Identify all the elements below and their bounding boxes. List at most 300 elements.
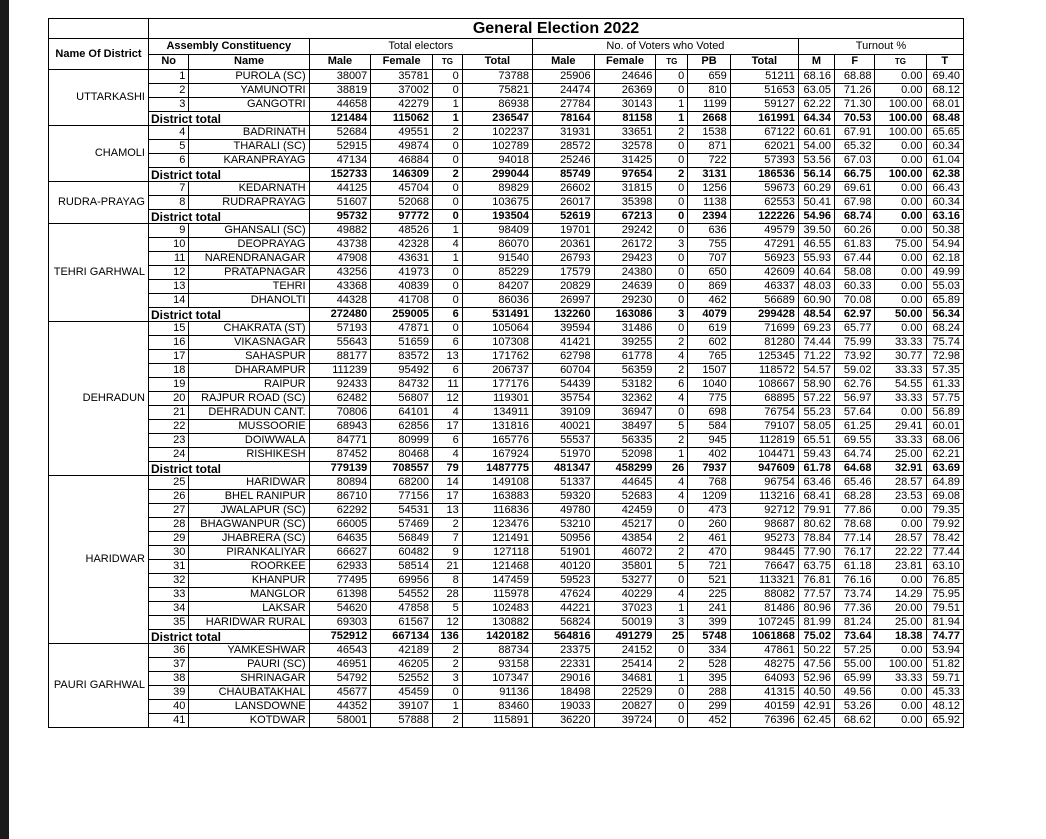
data-cell: 78.68: [835, 518, 875, 532]
data-cell: 84732: [371, 378, 433, 392]
data-cell: 57193: [309, 322, 371, 336]
data-cell: 19701: [532, 224, 594, 238]
data-cell: 81486: [730, 602, 798, 616]
left-dark-edge: [0, 0, 9, 839]
district-name: CHAMOLI: [49, 126, 149, 182]
data-cell: 49882: [309, 224, 371, 238]
data-cell: 22529: [594, 686, 656, 700]
data-cell: 59.02: [835, 364, 875, 378]
data-cell: 44645: [594, 476, 656, 490]
data-cell: 80.62: [798, 518, 834, 532]
data-cell: 43256: [309, 266, 371, 280]
constituency-no: 4: [148, 126, 188, 140]
voter-col-header: PB: [688, 54, 731, 70]
data-cell: 76396: [730, 714, 798, 728]
data-cell: 66.43: [926, 182, 963, 196]
data-cell: 0.00: [875, 196, 926, 210]
data-cell: 67.44: [835, 252, 875, 266]
data-cell: 1: [432, 98, 462, 112]
data-cell: 57.35: [926, 364, 963, 378]
data-cell: 54.00: [798, 140, 834, 154]
data-cell: 1: [656, 448, 688, 462]
data-cell: 26602: [532, 182, 594, 196]
data-cell: 225: [688, 588, 731, 602]
data-cell: 64101: [371, 406, 433, 420]
data-cell: 0.00: [875, 294, 926, 308]
total-cell: 1: [656, 112, 688, 126]
total-cell: 63.69: [926, 462, 963, 476]
data-cell: 64635: [309, 532, 371, 546]
data-cell: 80.96: [798, 602, 834, 616]
data-cell: 402: [688, 448, 731, 462]
data-cell: 28.57: [875, 532, 926, 546]
data-cell: 73.92: [835, 350, 875, 364]
data-cell: 32362: [594, 392, 656, 406]
data-cell: 102789: [462, 140, 532, 154]
data-cell: 23375: [532, 644, 594, 658]
data-cell: 98409: [462, 224, 532, 238]
total-cell: 5748: [688, 630, 731, 644]
constituency-no: 24: [148, 448, 188, 462]
constituency-row: [49, 560, 964, 574]
data-cell: 12: [432, 616, 462, 630]
data-cell: 4: [656, 350, 688, 364]
data-cell: 62.22: [798, 98, 834, 112]
district-name: PAURI GARHWAL: [49, 644, 149, 728]
constituency-no: 5: [148, 140, 188, 154]
data-cell: 44221: [532, 602, 594, 616]
total-cell: 50.00: [875, 308, 926, 322]
district-total-row: [49, 462, 964, 476]
constituency-name: KARANPRAYAG: [189, 154, 309, 168]
data-cell: 79.51: [926, 602, 963, 616]
data-cell: 56923: [730, 252, 798, 266]
data-cell: 68.01: [926, 98, 963, 112]
constituency-name: RUDRAPRAYAG: [189, 196, 309, 210]
constituency-no: 28: [148, 518, 188, 532]
total-cell: 6: [432, 308, 462, 322]
data-cell: 77.57: [798, 588, 834, 602]
data-cell: 31815: [594, 182, 656, 196]
total-cell: 2394: [688, 210, 731, 224]
total-cell: 100.00: [875, 112, 926, 126]
data-cell: 20827: [594, 700, 656, 714]
total-cell: 97772: [371, 210, 433, 224]
data-cell: 47861: [730, 644, 798, 658]
constituency-name: JHABRERA (SC): [189, 532, 309, 546]
constituency-row: [49, 266, 964, 280]
data-cell: 52552: [371, 672, 433, 686]
constituency-name: DEHRADUN CANT.: [189, 406, 309, 420]
district-total-row: [49, 210, 964, 224]
data-cell: 163883: [462, 490, 532, 504]
constituency-no: 36: [148, 644, 188, 658]
data-cell: 4: [432, 406, 462, 420]
data-cell: 61398: [309, 588, 371, 602]
data-cell: 49551: [371, 126, 433, 140]
district-name: UTTARKASHI: [49, 70, 149, 126]
constituency-row: [49, 546, 964, 560]
data-cell: 68.28: [835, 490, 875, 504]
data-cell: 722: [688, 154, 731, 168]
data-cell: 56359: [594, 364, 656, 378]
data-cell: 30143: [594, 98, 656, 112]
data-cell: 0.00: [875, 154, 926, 168]
data-cell: 92712: [730, 504, 798, 518]
constituency-row: [49, 672, 964, 686]
data-cell: 54531: [371, 504, 433, 518]
data-cell: 35398: [594, 196, 656, 210]
constituency-name: DHARAMPUR: [189, 364, 309, 378]
election-table: [48, 18, 964, 728]
data-cell: 0: [656, 322, 688, 336]
data-cell: 57.64: [835, 406, 875, 420]
data-cell: 0.00: [875, 644, 926, 658]
data-cell: 53.26: [835, 700, 875, 714]
data-cell: 0.00: [875, 714, 926, 728]
constituency-name: CHAKRATA (ST): [189, 322, 309, 336]
data-cell: 47624: [532, 588, 594, 602]
data-cell: 0: [656, 714, 688, 728]
data-cell: 31931: [532, 126, 594, 140]
data-cell: 48.12: [926, 700, 963, 714]
data-cell: 1: [432, 700, 462, 714]
data-cell: 3: [432, 672, 462, 686]
constituency-row: [49, 378, 964, 392]
constituency-name: RISHIKESH: [189, 448, 309, 462]
constituency-name: VIKASNAGAR: [189, 336, 309, 350]
data-cell: 2: [656, 126, 688, 140]
constituency-name: PUROLA (SC): [189, 70, 309, 84]
data-cell: 52915: [309, 140, 371, 154]
data-cell: 241: [688, 602, 731, 616]
constituency-no: 18: [148, 364, 188, 378]
data-cell: 83460: [462, 700, 532, 714]
data-cell: 46337: [730, 280, 798, 294]
constituency-row: [49, 322, 964, 336]
data-cell: 0.00: [875, 686, 926, 700]
data-cell: 0: [432, 322, 462, 336]
constituency-no: 35: [148, 616, 188, 630]
constituency-name: HARIDWAR RURAL: [189, 616, 309, 630]
constituency-row: [49, 294, 964, 308]
data-cell: 39109: [532, 406, 594, 420]
data-cell: 24474: [532, 84, 594, 98]
data-cell: 65.77: [835, 322, 875, 336]
data-cell: 51337: [532, 476, 594, 490]
data-cell: 461: [688, 532, 731, 546]
data-cell: 260: [688, 518, 731, 532]
data-cell: 33651: [594, 126, 656, 140]
data-cell: 60482: [371, 546, 433, 560]
data-cell: 47134: [309, 154, 371, 168]
total-cell: 531491: [462, 308, 532, 322]
constituency-row: [49, 504, 964, 518]
data-cell: 59.71: [926, 672, 963, 686]
data-cell: 50.38: [926, 224, 963, 238]
data-cell: 60.90: [798, 294, 834, 308]
total-cell: 121484: [309, 112, 371, 126]
data-cell: 31425: [594, 154, 656, 168]
data-cell: 20361: [532, 238, 594, 252]
data-cell: 470: [688, 546, 731, 560]
data-cell: 100.00: [875, 126, 926, 140]
constituency-name: KOTDWAR: [189, 714, 309, 728]
constituency-row: [49, 420, 964, 434]
data-cell: 79.91: [798, 504, 834, 518]
constituency-name: ROORKEE: [189, 560, 309, 574]
data-cell: 107308: [462, 336, 532, 350]
constituency-no: 2: [148, 84, 188, 98]
data-cell: 945: [688, 434, 731, 448]
data-cell: 0.00: [875, 266, 926, 280]
data-cell: 116836: [462, 504, 532, 518]
total-cell: 26: [656, 462, 688, 476]
data-cell: 42189: [371, 644, 433, 658]
data-cell: 52683: [594, 490, 656, 504]
constituency-row: [49, 350, 964, 364]
data-cell: 51901: [532, 546, 594, 560]
constituency-no: 40: [148, 700, 188, 714]
data-cell: 59320: [532, 490, 594, 504]
data-cell: 60.34: [926, 140, 963, 154]
data-cell: 62.21: [926, 448, 963, 462]
data-cell: 62.18: [926, 252, 963, 266]
electors-header: Total electors: [309, 39, 532, 55]
data-cell: 50.41: [798, 196, 834, 210]
constituency-no: 30: [148, 546, 188, 560]
data-cell: 44658: [309, 98, 371, 112]
data-cell: 46205: [371, 658, 433, 672]
data-cell: 70806: [309, 406, 371, 420]
total-cell: 152733: [309, 168, 371, 182]
data-cell: 95273: [730, 532, 798, 546]
constituency-row: [49, 280, 964, 294]
data-cell: 25906: [532, 70, 594, 84]
data-cell: 42.91: [798, 700, 834, 714]
data-cell: 73.74: [835, 588, 875, 602]
data-cell: 4: [656, 476, 688, 490]
total-cell: 136: [432, 630, 462, 644]
data-cell: 26369: [594, 84, 656, 98]
data-cell: 71.30: [835, 98, 875, 112]
voter-col-header: Male: [532, 54, 594, 70]
constituency-name: PIRANKALIYAR: [189, 546, 309, 560]
data-cell: 43738: [309, 238, 371, 252]
constituency-no: 34: [148, 602, 188, 616]
data-cell: 60.01: [926, 420, 963, 434]
data-cell: 62482: [309, 392, 371, 406]
data-cell: 5: [656, 560, 688, 574]
data-cell: 60.33: [835, 280, 875, 294]
data-cell: 395: [688, 672, 731, 686]
total-cell: 163086: [594, 308, 656, 322]
data-cell: 59.43: [798, 448, 834, 462]
constituency-row: [49, 182, 964, 196]
data-cell: 29423: [594, 252, 656, 266]
data-cell: 68895: [730, 392, 798, 406]
constituency-no: 6: [148, 154, 188, 168]
data-cell: 53277: [594, 574, 656, 588]
data-cell: 473: [688, 504, 731, 518]
constituency-name: PAURI (SC): [189, 658, 309, 672]
district-total-row: [49, 168, 964, 182]
total-cell: 67213: [594, 210, 656, 224]
data-cell: 100.00: [875, 98, 926, 112]
data-cell: 40839: [371, 280, 433, 294]
constituency-name: DOIWWALA: [189, 434, 309, 448]
constituency-name: MANGLOR: [189, 588, 309, 602]
data-cell: 91136: [462, 686, 532, 700]
data-cell: 51211: [730, 70, 798, 84]
data-cell: 40021: [532, 420, 594, 434]
data-cell: 46.55: [798, 238, 834, 252]
constituency-no: 8: [148, 196, 188, 210]
constituency-name: LAKSAR: [189, 602, 309, 616]
constituency-row: [49, 714, 964, 728]
data-cell: 107347: [462, 672, 532, 686]
constituency-no: 27: [148, 504, 188, 518]
data-cell: 71.22: [798, 350, 834, 364]
data-cell: 102237: [462, 126, 532, 140]
data-cell: 2: [432, 518, 462, 532]
constituency-name: DEOPRAYAG: [189, 238, 309, 252]
data-cell: 33.33: [875, 434, 926, 448]
data-cell: 40120: [532, 560, 594, 574]
total-cell: 3: [656, 308, 688, 322]
data-cell: 869: [688, 280, 731, 294]
data-cell: 38007: [309, 70, 371, 84]
total-cell: 2: [432, 168, 462, 182]
constituency-name: PRATAPNAGAR: [189, 266, 309, 280]
data-cell: 521: [688, 574, 731, 588]
data-cell: 33.33: [875, 392, 926, 406]
data-cell: 2: [656, 434, 688, 448]
data-cell: 50.22: [798, 644, 834, 658]
district-name: DEHRADUN: [49, 322, 149, 476]
total-cell: 146309: [371, 168, 433, 182]
constituency-no: 37: [148, 658, 188, 672]
total-cell: 95732: [309, 210, 371, 224]
constituency-no: 33: [148, 588, 188, 602]
data-cell: 112819: [730, 434, 798, 448]
data-cell: 0: [656, 574, 688, 588]
data-cell: 57.22: [798, 392, 834, 406]
data-cell: 0: [432, 182, 462, 196]
data-cell: 4: [656, 490, 688, 504]
data-cell: 0: [656, 406, 688, 420]
data-cell: 6: [432, 336, 462, 350]
data-cell: 58001: [309, 714, 371, 728]
data-cell: 6: [432, 434, 462, 448]
data-cell: 76.16: [835, 574, 875, 588]
data-cell: 76.17: [835, 546, 875, 560]
data-cell: 0: [656, 686, 688, 700]
data-cell: 0.00: [875, 252, 926, 266]
constituency-row: [49, 98, 964, 112]
data-cell: 61778: [594, 350, 656, 364]
data-cell: 30.77: [875, 350, 926, 364]
data-cell: 56824: [532, 616, 594, 630]
voter-col-header: Female: [594, 54, 656, 70]
data-cell: 67.03: [835, 154, 875, 168]
data-cell: 111239: [309, 364, 371, 378]
data-cell: 69.55: [835, 434, 875, 448]
data-cell: 44125: [309, 182, 371, 196]
data-cell: 121491: [462, 532, 532, 546]
data-cell: 49780: [532, 504, 594, 518]
data-cell: 36947: [594, 406, 656, 420]
data-cell: 14: [432, 476, 462, 490]
data-cell: 775: [688, 392, 731, 406]
data-cell: 56.97: [835, 392, 875, 406]
data-cell: 69.08: [926, 490, 963, 504]
data-cell: 399: [688, 616, 731, 630]
data-cell: 1199: [688, 98, 731, 112]
total-cell: 458299: [594, 462, 656, 476]
data-cell: 81280: [730, 336, 798, 350]
constituency-no: 19: [148, 378, 188, 392]
total-cell: 1487775: [462, 462, 532, 476]
data-cell: 75821: [462, 84, 532, 98]
data-cell: 55.00: [835, 658, 875, 672]
data-cell: 44352: [309, 700, 371, 714]
constituency-row: [49, 616, 964, 630]
data-cell: 462: [688, 294, 731, 308]
data-cell: 39255: [594, 336, 656, 350]
data-cell: 46072: [594, 546, 656, 560]
total-cell: 4079: [688, 308, 731, 322]
data-cell: 3: [656, 616, 688, 630]
constituency-name: CHAUBATAKHAL: [189, 686, 309, 700]
data-cell: 87452: [309, 448, 371, 462]
constituency-no: 32: [148, 574, 188, 588]
constituency-row: [49, 392, 964, 406]
data-cell: 69303: [309, 616, 371, 630]
constituency-name: TEHRI: [189, 280, 309, 294]
data-cell: 81.94: [926, 616, 963, 630]
data-cell: 765: [688, 350, 731, 364]
data-cell: 0: [432, 294, 462, 308]
total-cell: 947609: [730, 462, 798, 476]
data-cell: 1: [656, 602, 688, 616]
total-cell: 3131: [688, 168, 731, 182]
data-cell: 2: [432, 126, 462, 140]
total-cell: 708557: [371, 462, 433, 476]
data-cell: 2: [656, 364, 688, 378]
data-cell: 83572: [371, 350, 433, 364]
data-cell: 43631: [371, 252, 433, 266]
data-cell: 57.25: [835, 644, 875, 658]
data-cell: 56689: [730, 294, 798, 308]
constituency-name: KHANPUR: [189, 574, 309, 588]
data-cell: 334: [688, 644, 731, 658]
data-cell: 25.00: [875, 448, 926, 462]
data-cell: 76647: [730, 560, 798, 574]
data-cell: 65.99: [835, 672, 875, 686]
data-cell: 54620: [309, 602, 371, 616]
data-cell: 23.81: [875, 560, 926, 574]
data-cell: 77.44: [926, 546, 963, 560]
constituency-row: [49, 154, 964, 168]
data-cell: 86710: [309, 490, 371, 504]
data-cell: 72.98: [926, 350, 963, 364]
data-cell: 77.36: [835, 602, 875, 616]
data-cell: 80894: [309, 476, 371, 490]
constituency-row: [49, 588, 964, 602]
data-cell: 22331: [532, 658, 594, 672]
constituency-row: [49, 140, 964, 154]
